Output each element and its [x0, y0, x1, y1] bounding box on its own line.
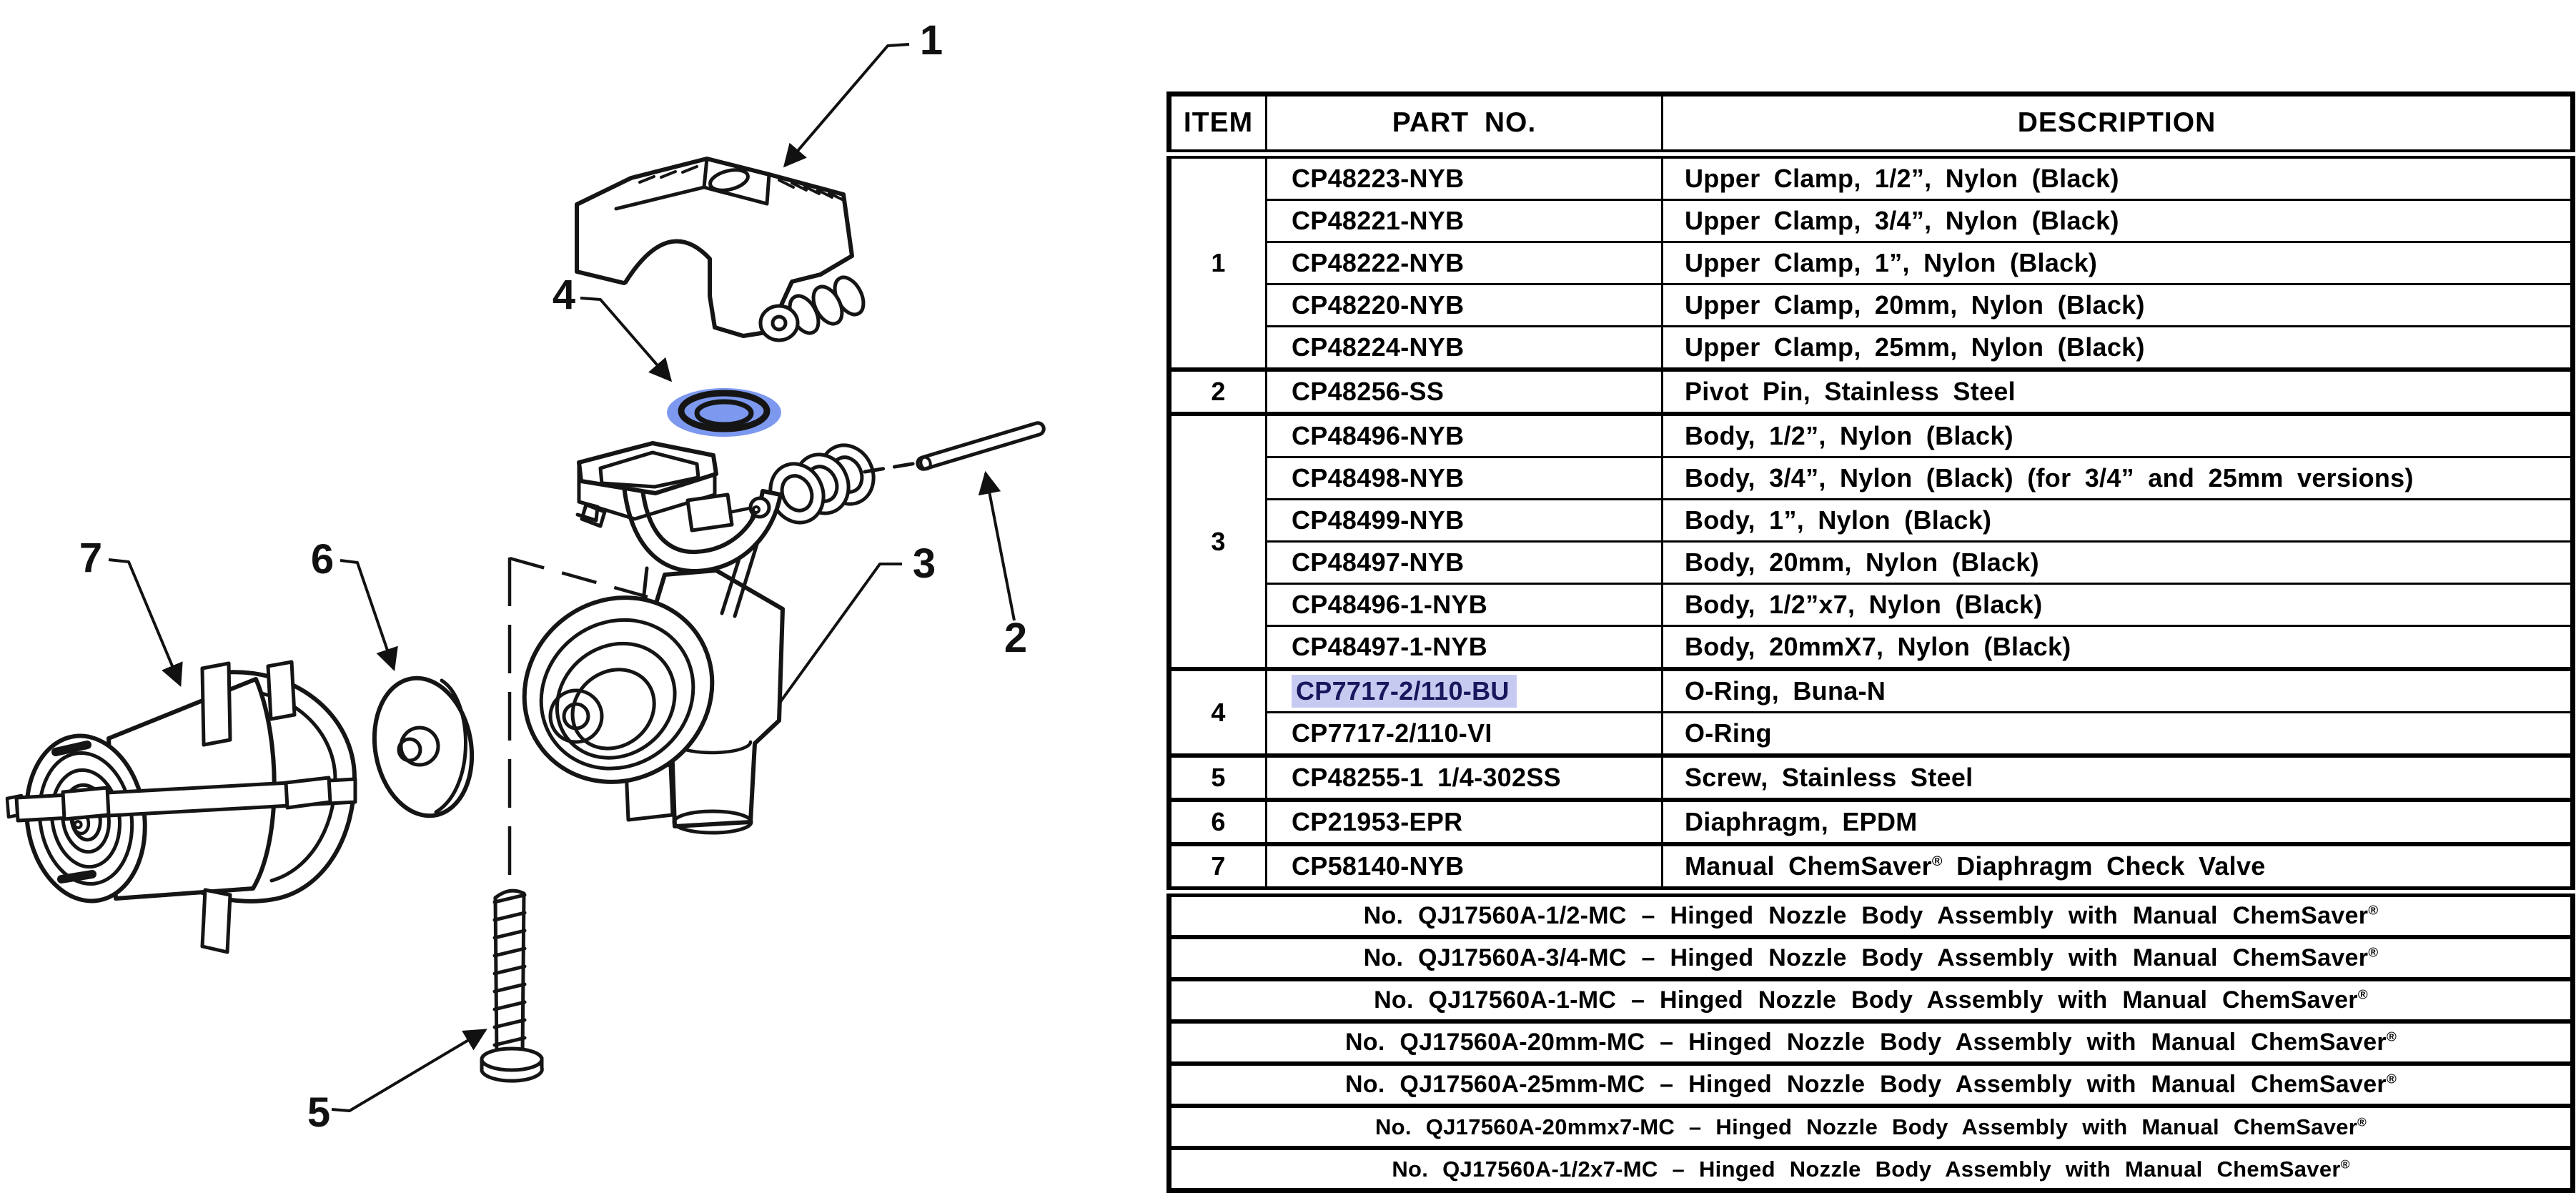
- table-row: [1169, 414, 2573, 457]
- screw-drawing: [482, 891, 542, 1081]
- part-no-cell: CP7717-2/110-VI: [1267, 713, 1663, 756]
- item-number-cell: 3: [1169, 414, 1267, 669]
- assembly-row: No. QJ17560A-20mmx7-MC – Hinged Nozzle Body Assembly with Manual ChemSaver®: [1169, 1106, 2573, 1148]
- table-row: [1169, 242, 2573, 284]
- registered-mark: ®: [2368, 902, 2379, 918]
- item-number-cell: 2: [1169, 370, 1267, 414]
- description-cell: Upper Clamp, 1/2”, Nylon (Black): [1663, 154, 2573, 200]
- callout-6: 6: [310, 536, 335, 583]
- assembly-row: No. QJ17560A-25mm-MC – Hinged Nozzle Body Assembly with Manual ChemSaver®: [1169, 1064, 2573, 1106]
- part-no-cell: CP48497-NYB: [1267, 542, 1663, 584]
- table-row: [1169, 327, 2573, 370]
- registered-mark: ®: [2357, 986, 2368, 1002]
- assembly-row: No. QJ17560A-1-MC – Hinged Nozzle Body Assembly with Manual ChemSaver®: [1169, 979, 2573, 1021]
- upper-clamp-drawing: [577, 159, 869, 340]
- callout-2: 2: [1004, 615, 1028, 661]
- item-number-cell: 5: [1169, 756, 1267, 800]
- table-row: [1169, 154, 2573, 200]
- exploded-view-diagram: [0, 0, 1165, 1189]
- table-row: [1169, 584, 2573, 626]
- callout-5: 5: [307, 1089, 331, 1136]
- registered-mark: ®: [2386, 1071, 2397, 1086]
- description-cell: Pivot Pin, Stainless Steel: [1663, 370, 2573, 414]
- table-row: [1169, 370, 2573, 414]
- description-cell: Upper Clamp, 1”, Nylon (Black): [1663, 242, 2573, 284]
- description-cell: Body, 3/4”, Nylon (Black) (for 3/4” and 25mm versions): [1663, 457, 2573, 500]
- pivot-pin-drawing: [918, 423, 1044, 470]
- description-cell: Diaphragm, EPDM: [1663, 800, 2573, 844]
- callout-7: 7: [79, 535, 103, 581]
- table-row: [1169, 713, 2573, 756]
- description-cell: O-Ring, Buna-N: [1663, 669, 2573, 713]
- assembly-row: No. QJ17560A-3/4-MC – Hinged Nozzle Body Assembly with Manual ChemSaver®: [1169, 937, 2573, 979]
- part-no-cell: CP48221-NYB: [1267, 200, 1663, 242]
- item-number-cell: 7: [1169, 844, 1267, 892]
- check-valve-drawing: [7, 662, 355, 952]
- o-ring-drawing: [667, 388, 781, 437]
- part-no-cell: CP58140-NYB: [1267, 844, 1663, 892]
- item-number-cell: 4: [1169, 669, 1267, 756]
- part-no-cell: CP48496-1-NYB: [1267, 584, 1663, 626]
- table-row: [1169, 669, 2573, 713]
- description-cell: Manual ChemSaver® Diaphragm Check Valve: [1663, 844, 2573, 892]
- registered-mark: ®: [2368, 944, 2379, 960]
- assembly-row: No. QJ17560A-20mm-MC – Hinged Nozzle Body Assembly with Manual ChemSaver®: [1169, 1021, 2573, 1064]
- registered-mark: ®: [1931, 853, 1943, 869]
- col-header-description: DESCRIPTION: [1663, 94, 2573, 154]
- description-cell: Body, 20mm, Nylon (Black): [1663, 542, 2573, 584]
- table-row: [1169, 626, 2573, 670]
- table-row: [1169, 800, 2573, 844]
- description-cell: O-Ring: [1663, 713, 2573, 756]
- part-no-cell: [1267, 669, 1663, 713]
- item-number-cell: 1: [1169, 154, 1267, 370]
- diaphragm-drawing: [364, 670, 482, 823]
- description-cell: Body, 1/2”x7, Nylon (Black): [1663, 584, 2573, 626]
- description-cell: Upper Clamp, 3/4”, Nylon (Black): [1663, 200, 2573, 242]
- item-number-cell: 6: [1169, 800, 1267, 844]
- description-cell: Body, 1/2”, Nylon (Black): [1663, 414, 2573, 457]
- nozzle-body-drawing: [487, 437, 916, 833]
- col-header-part-no: PART NO.: [1267, 94, 1663, 154]
- registered-mark: ®: [2340, 1157, 2350, 1172]
- table-header-row: [1169, 94, 2573, 154]
- table-row: [1169, 284, 2573, 327]
- table-row: [1169, 500, 2573, 542]
- description-cell: Upper Clamp, 20mm, Nylon (Black): [1663, 284, 2573, 327]
- callout-4: 4: [552, 272, 576, 318]
- part-no-cell: CP48224-NYB: [1267, 327, 1663, 370]
- registered-mark: ®: [2357, 1115, 2367, 1129]
- part-no-cell: CP48496-NYB: [1267, 414, 1663, 457]
- callout-leaders: [109, 44, 1014, 1111]
- part-no-cell: CP48497-1-NYB: [1267, 626, 1663, 670]
- part-no-cell: CP48498-NYB: [1267, 457, 1663, 500]
- description-cell: Screw, Stainless Steel: [1663, 756, 2573, 800]
- part-no-cell: CP48256-SS: [1267, 370, 1663, 414]
- table-row: [1169, 200, 2573, 242]
- callout-1: 1: [919, 17, 943, 64]
- table-row: [1169, 542, 2573, 584]
- registered-mark: ®: [2386, 1029, 2397, 1044]
- table-row: [1169, 844, 2573, 892]
- table-row: [1169, 756, 2573, 800]
- description-cell: Body, 20mmX7, Nylon (Black): [1663, 626, 2573, 670]
- assembly-row: No. QJ17560A-1/2x7-MC – Hinged Nozzle Body Assembly with Manual ChemSaver®: [1169, 1148, 2573, 1191]
- description-cell: Body, 1”, Nylon (Black): [1663, 500, 2573, 542]
- part-no-cell: CP48222-NYB: [1267, 242, 1663, 284]
- col-header-item: ITEM: [1169, 94, 1267, 154]
- part-no-cell: CP48223-NYB: [1267, 154, 1663, 200]
- part-no-cell: CP48255-1 1/4-302SS: [1267, 756, 1663, 800]
- part-no-cell: CP48499-NYB: [1267, 500, 1663, 542]
- table-row: [1169, 457, 2573, 500]
- part-no-cell: CP48220-NYB: [1267, 284, 1663, 327]
- callout-3: 3: [912, 540, 936, 587]
- assembly-row: No. QJ17560A-1/2-MC – Hinged Nozzle Body Assembly with Manual ChemSaver®: [1169, 892, 2573, 938]
- highlighted-part-number: CP7717-2/110-BU: [1292, 675, 1517, 708]
- parts-table: [1166, 91, 2575, 1193]
- part-no-cell: CP21953-EPR: [1267, 800, 1663, 844]
- description-cell: Upper Clamp, 25mm, Nylon (Black): [1663, 327, 2573, 370]
